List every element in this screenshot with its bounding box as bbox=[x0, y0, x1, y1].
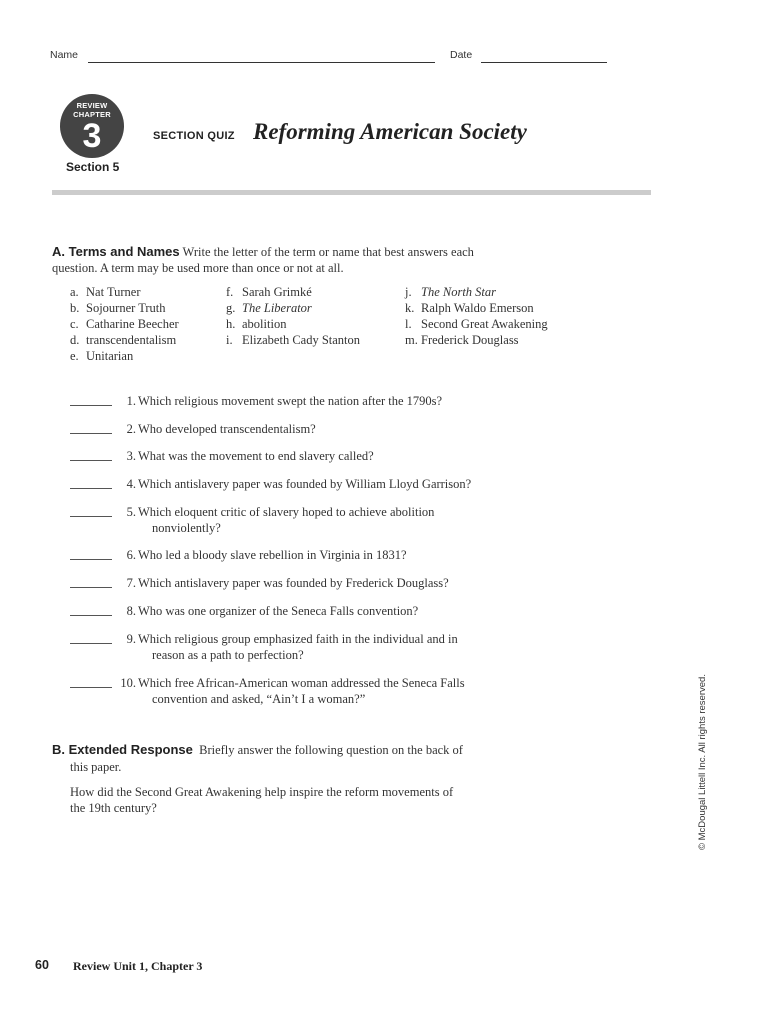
term-b: b. Sojourner Truth bbox=[70, 301, 166, 315]
term-j: j. The North Star bbox=[405, 285, 497, 299]
name-label: Name bbox=[50, 49, 79, 61]
terms-column-1 bbox=[70, 284, 179, 364]
term-i: i. Elizabeth Cady Stanton bbox=[226, 333, 361, 347]
section-quiz-label: SECTION QUIZ bbox=[153, 130, 235, 142]
badge-review-label: REVIEW bbox=[76, 101, 108, 110]
question-7: 7. Which antislavery paper was founded by Frederick Douglass? bbox=[70, 575, 510, 591]
date-field[interactable] bbox=[481, 62, 607, 63]
question-10: 10. Which free African-American woman addressed the Seneca Falls convention and asked, “Ain’t I a woman?” bbox=[70, 675, 510, 707]
term-h: h. abolition bbox=[226, 317, 287, 331]
badge-chapter-label: CHAPTER bbox=[73, 109, 111, 119]
page-number: 60 bbox=[35, 958, 49, 972]
question-6: 6. Who led a bloody slave rebellion in Virginia in 1831? bbox=[70, 547, 510, 563]
term-k: k. Ralph Waldo Emerson bbox=[405, 301, 534, 315]
question-5: 5. Which eloquent critic of slavery hoped to achieve abolition nonviolently? bbox=[70, 504, 510, 536]
term-l: l. Second Great Awakening bbox=[405, 317, 548, 331]
answer-blank-8[interactable] bbox=[70, 615, 112, 616]
part-b-question-line2: the 19th century? bbox=[70, 801, 157, 815]
copyright-notice: © McDougal Littell Inc. All rights reserved. bbox=[697, 674, 708, 850]
part-b-instructions-line2: this paper. bbox=[70, 760, 122, 774]
name-field[interactable] bbox=[88, 62, 435, 63]
part-b-question bbox=[70, 784, 530, 816]
term-c: c. Catharine Beecher bbox=[70, 317, 179, 331]
terms-column-2 bbox=[226, 284, 360, 348]
header-divider bbox=[52, 190, 651, 195]
answer-blank-6[interactable] bbox=[70, 559, 112, 560]
term-f: f. Sarah Grimké bbox=[226, 285, 312, 299]
date-label: Date bbox=[450, 49, 473, 61]
question-4: 4. Which antislavery paper was founded by William Lloyd Garrison? bbox=[70, 476, 510, 492]
footer-text: Review Unit 1, Chapter 3 bbox=[73, 959, 203, 973]
page-title: Reforming American Society bbox=[253, 119, 527, 144]
part-b-instructions bbox=[52, 742, 552, 758]
answer-blank-3[interactable] bbox=[70, 460, 112, 461]
answer-blank-10[interactable] bbox=[70, 687, 112, 688]
question-1: 1. Which religious movement swept the nation after the 1790s? bbox=[70, 393, 510, 409]
chapter-badge bbox=[60, 94, 124, 158]
question-3: 3. What was the movement to end slavery called? bbox=[70, 448, 510, 464]
part-b-question-line1: How did the Second Great Awakening help inspire the reform movements of bbox=[70, 785, 454, 799]
terms-column-3 bbox=[405, 284, 548, 348]
term-m: m. Frederick Douglass bbox=[405, 333, 519, 347]
part-a-instructions-line1: Write the letter of the term or name that best answers each bbox=[182, 245, 474, 259]
part-a-instructions-line2: question. A term may be used more than once or not at all. bbox=[52, 261, 344, 275]
answer-blank-1[interactable] bbox=[70, 405, 112, 406]
badge-chapter-number: 3 bbox=[82, 117, 102, 155]
term-d: d. transcendentalism bbox=[70, 333, 177, 347]
section-label: Section 5 bbox=[66, 160, 120, 174]
term-g: g. The Liberator bbox=[226, 301, 312, 315]
answer-blank-2[interactable] bbox=[70, 433, 112, 434]
question-9: 9. Which religious group emphasized faith in the individual and in reason as a path to perfection? bbox=[70, 631, 510, 663]
answer-blank-9[interactable] bbox=[70, 643, 112, 644]
answer-blank-7[interactable] bbox=[70, 587, 112, 588]
question-2: 2. Who developed transcendentalism? bbox=[70, 421, 510, 437]
part-b-instructions-line1: Briefly answer the following question on the back of bbox=[199, 743, 463, 757]
part-a-heading: A. Terms and Names bbox=[52, 244, 180, 259]
question-8: 8. Who was one organizer of the Seneca Falls convention? bbox=[70, 603, 510, 619]
answer-blank-5[interactable] bbox=[70, 516, 112, 517]
term-e: e. Unitarian bbox=[70, 349, 134, 363]
part-b-heading: B. Extended Response bbox=[52, 742, 193, 757]
part-a-instructions bbox=[52, 244, 552, 260]
answer-blank-4[interactable] bbox=[70, 488, 112, 489]
term-a: a. Nat Turner bbox=[70, 285, 141, 299]
